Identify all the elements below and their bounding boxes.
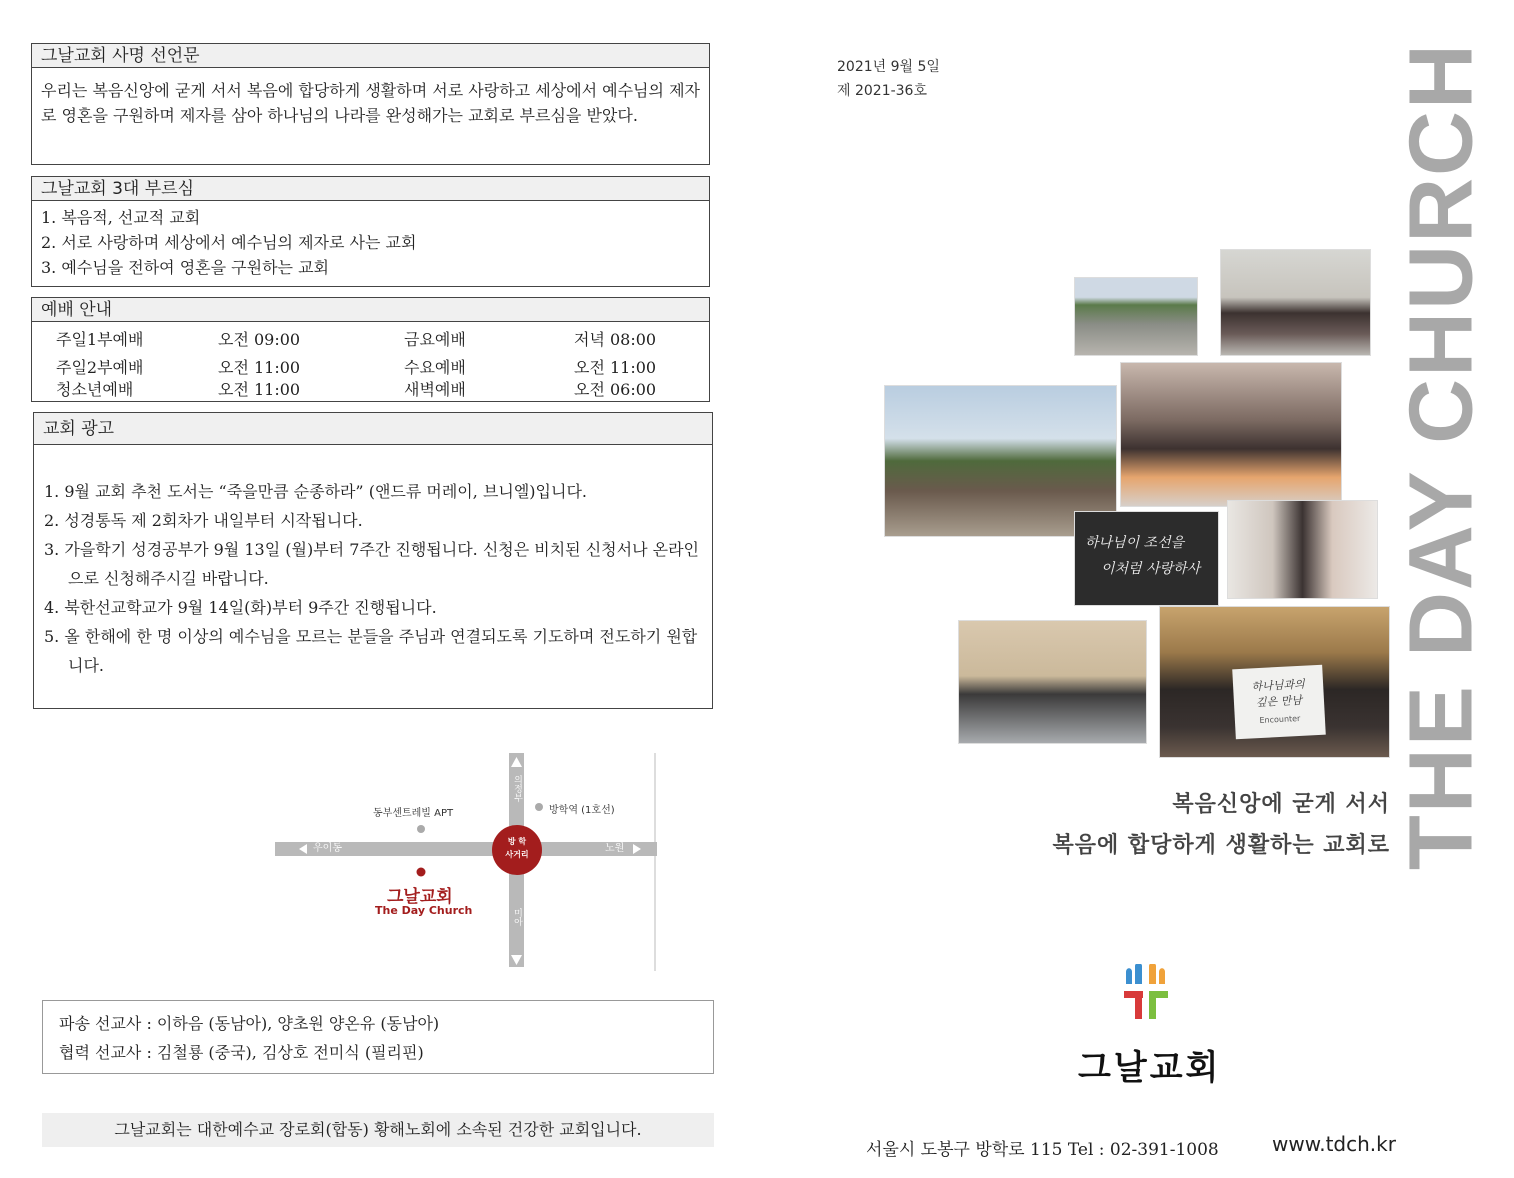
- callings-title: 그날교회 3대 부르심: [32, 177, 709, 201]
- affiliation-note: 그날교회는 대한예수교 장로회(합동) 황해노회에 소속된 건강한 교회입니다.: [42, 1113, 714, 1147]
- news-item: 5. 올 한해에 한 명 이상의 예수님을 모르는 분들을 주님과 연결되도록 기도하며 전도하기 원합니다.: [44, 627, 698, 675]
- logo-icon: [1122, 964, 1170, 1022]
- map-left-road: 우이동: [313, 843, 342, 854]
- map-right-road: 노원: [605, 843, 625, 854]
- photo-group-indoor: [1220, 249, 1371, 356]
- news-title: 교회 광고: [34, 413, 712, 445]
- news-item: 3. 가을학기 성경공부가 9월 13일 (월)부터 7주간 진행됩니다. 신청은 비치된 신청서나 온라인으로 신청해주시길 바랍니다.: [44, 540, 700, 588]
- intersection-line: 방 학: [507, 837, 527, 846]
- map-graphic: [275, 753, 657, 971]
- map-church-kr: 그날교회: [387, 887, 453, 907]
- worship-time: 저녁 08:00: [574, 330, 657, 349]
- worship-name: 주일2부예배: [56, 358, 144, 377]
- map-bottom-road: 미아: [512, 908, 522, 926]
- news-item: 4. 북한선교학교가 9월 14일(화)부터 9주간 진행됩니다.: [44, 598, 437, 617]
- vertical-title: [1391, 41, 1492, 871]
- map-apt-label: 동부센트레빌 APT: [373, 808, 454, 819]
- news-box: [33, 412, 713, 709]
- map-top-road: 의정부: [512, 775, 522, 802]
- missionary-box: [42, 1000, 714, 1074]
- worship-time: 오전 11:00: [218, 380, 301, 399]
- worship-box: [31, 297, 710, 402]
- callings-box: [31, 176, 710, 287]
- calling-item: 3. 예수님을 전하여 영혼을 구원하는 교회: [41, 258, 329, 277]
- photo-calligraphy: [1074, 511, 1219, 606]
- bulletin-issue: 제 2021-36호: [837, 83, 927, 99]
- worship-table: [32, 322, 709, 398]
- photo-jump-rope: [958, 620, 1147, 744]
- callings-list: [32, 201, 709, 284]
- mission-text: 우리는 복음신앙에 굳게 서서 복음에 합당하게 생활하며 서로 사랑하고 세상에서 예수님의 제자로 영혼을 구원하며 제자를 삼아 하나님의 나라를 완성해가는 교회로 부르심을 받았다.: [41, 81, 700, 125]
- worship-name: 주일1부예배: [56, 330, 144, 349]
- intersection-line: 사거리: [505, 850, 529, 859]
- church-name: 그날교회: [1078, 1048, 1222, 1088]
- worship-name: 금요예배: [404, 330, 466, 349]
- map-intersection: [492, 835, 542, 861]
- map-station-label: 방학역 (1호선): [549, 805, 615, 816]
- mission-box: [31, 43, 710, 165]
- news-item: 2. 성경통독 제 2회차가 내일부터 시작됩니다.: [44, 511, 363, 530]
- bulletin-info: [837, 55, 940, 103]
- news-list: [34, 445, 712, 680]
- calling-item: 1. 복음적, 선교적 교회: [41, 208, 201, 227]
- worship-time: 오전 11:00: [574, 358, 657, 377]
- worship-name: 수요예배: [404, 358, 466, 377]
- mission-title: 그날교회 사명 선언문: [32, 44, 709, 68]
- church-logo: [1122, 964, 1170, 1022]
- church-website[interactable]: www.tdch.kr: [1272, 1132, 1396, 1156]
- church-address: 서울시 도봉구 방학로 115 Tel : 02-391-1008: [866, 1140, 1219, 1160]
- banner-text: 하나님과의: [1251, 677, 1306, 694]
- photo-outdoor-walk: [1074, 277, 1198, 356]
- missionary-line: 협력 선교사 : 김철룡 (중국), 김상호 전미식 (필리핀): [59, 1043, 424, 1062]
- slogan-line: 복음에 합당하게 생활하는 교회로: [1052, 833, 1390, 858]
- worship-time: 오전 11:00: [218, 358, 301, 377]
- vertical-title-text: THE DAY CHURCH: [1391, 41, 1492, 871]
- location-map: [275, 753, 657, 971]
- worship-name: 청소년예배: [56, 380, 134, 399]
- calligraphy-line: 이처럼 사랑하사: [1101, 561, 1201, 577]
- worship-name: 새벽예배: [404, 380, 466, 399]
- worship-time: 오전 09:00: [218, 330, 301, 349]
- news-item: 1. 9월 교회 추천 도서는 “죽을만큼 순종하라” (앤드류 머레이, 브니엘)입니다.: [44, 482, 588, 501]
- calligraphy-line: 하나님이 조선을: [1085, 535, 1185, 551]
- calling-item: 2. 서로 사랑하며 세상에서 예수님의 제자로 사는 교회: [41, 233, 417, 252]
- banner: [1232, 665, 1326, 740]
- worship-time: 오전 06:00: [574, 380, 657, 399]
- photo-congregation: [1120, 362, 1342, 507]
- slogan-line: 복음신앙에 굳게 서서: [1172, 792, 1390, 817]
- photo-small-group: [1227, 500, 1378, 599]
- map-church-en: The Day Church: [375, 904, 473, 917]
- banner-text: 깊은 만남: [1255, 693, 1303, 710]
- missionary-text: [43, 1001, 713, 1075]
- worship-title: 예배 안내: [32, 298, 709, 322]
- bulletin-date: 2021년 9월 5일: [837, 59, 940, 75]
- photo-encounter-banner: [1159, 606, 1390, 758]
- missionary-line: 파송 선교사 : 이하음 (동남아), 양초원 양온유 (동남아): [59, 1014, 440, 1033]
- banner-text: Encounter: [1259, 713, 1301, 726]
